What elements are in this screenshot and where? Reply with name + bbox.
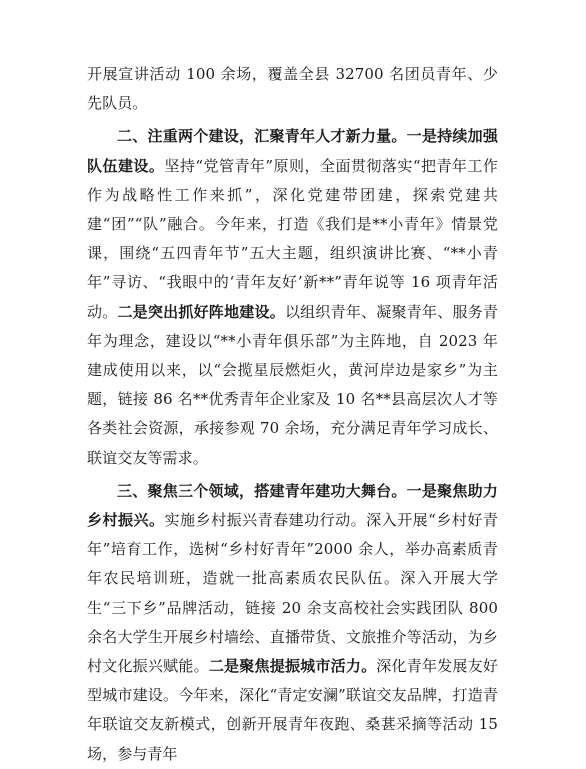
paragraph-intro-continuation bbox=[87, 60, 498, 118]
body-text: 以组织青年、凝聚青年、服务青年为理念，建设以“**小青年俱乐部”为主阵地，自 2023 年建成使用以来，以“会揽星辰燃炬火，黄河岸边是家乡”为主题，链接 86 名**优秀青年企业家及 10 名**县高层次人才等各类社会资源，承接参观 70 余场，充分满足青年学习成长、联谊交友等需求。 bbox=[87, 302, 498, 467]
subsection-lead: 一是持续加强队伍建设。 bbox=[87, 127, 498, 175]
section-heading: 二、注重两个建设，汇聚青年人才新力量。 bbox=[117, 127, 407, 146]
paragraph-section-two bbox=[87, 122, 498, 472]
subsection-lead: 二是突出抓好阵地建设。 bbox=[117, 302, 285, 321]
body-text: 深化青年发展友好型城市建设。今年来，深化“青定安澜”联谊交友品牌，打造青年联谊交友新模式，创新开展青年夜跑、桑葚采摘等活动 15 场，参与青年 bbox=[87, 657, 498, 763]
document-page bbox=[87, 60, 498, 769]
body-text: 坚持“党管青年”原则，全面贯彻落实“把青年工作作为战略性工作来抓”，深化党建带团建，探索党建共建“团”“队”融合。今年来，打造《我们是**小青年》情景党课，围绕“五四青年节”五大主题，组织演讲比赛、“**小青年”寻访、“我眼中的‘青年友好’新**”青年说等 16 项青年活动。 bbox=[87, 156, 498, 321]
section-heading: 三、聚焦三个领域，搭建青年建功大舞台。 bbox=[117, 481, 407, 500]
subsection-lead: 一是聚焦助力乡村振兴。 bbox=[87, 481, 498, 530]
body-text: 实施乡村振兴青春建功行动。深入开展“乡村好青年”培育工作，选树“乡村好青年”2000 余人，举办高素质青年农民培训班，造就一批高素质农民队伍。深入开展大学生“三下乡”品牌活动，链接 20 余支高校社会实践团队 800 余名大学生开展乡村墙绘、直播带货、文旅推介等活动，为乡村文化振兴赋能。 bbox=[87, 511, 498, 676]
text-run: 开展宣讲活动 100 余场，覆盖全县 32700 名团员青年、少先队员。 bbox=[87, 65, 498, 113]
subsection-lead: 二是聚焦提振城市活力。 bbox=[208, 657, 377, 676]
paragraph-section-three bbox=[87, 477, 498, 769]
